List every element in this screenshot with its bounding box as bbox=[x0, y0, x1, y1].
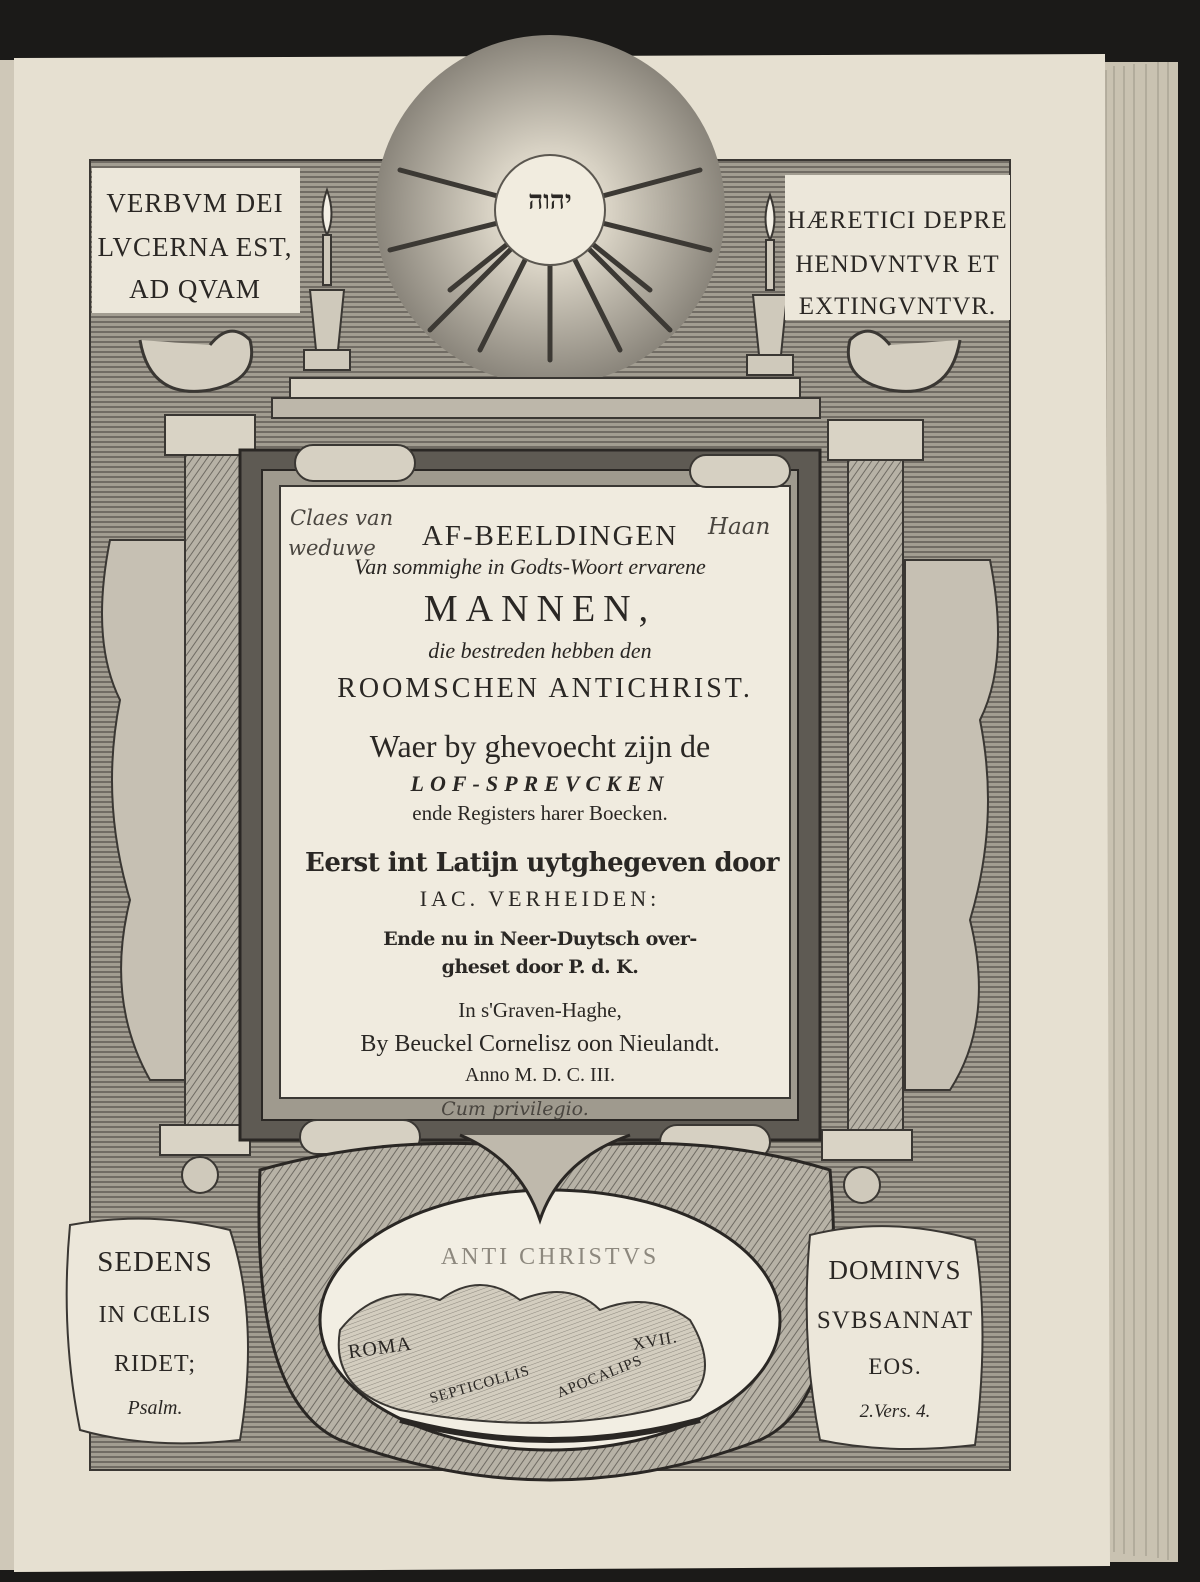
inscription-bottom-left-line-3: RIDET; bbox=[114, 1351, 196, 1377]
hill-label-xvii: XVII. bbox=[631, 1327, 679, 1354]
handwriting-right: Haan bbox=[708, 514, 771, 540]
handwriting-left-1: Claes van bbox=[290, 506, 394, 530]
handwriting-left-2: weduwe bbox=[288, 536, 376, 560]
inscription-bottom-left-line-2: IN CŒLIS bbox=[98, 1302, 212, 1328]
inscription-top-right-line-1: HÆRETICI DEPRE bbox=[787, 207, 1008, 234]
title-line-4: die bestreden hebben den bbox=[428, 638, 652, 663]
emblem-banner: ANTI CHRISTVS bbox=[440, 1244, 660, 1270]
inscription-top-right-line-2: HENDVNTVR ET bbox=[795, 251, 1000, 278]
frame-scroll-right bbox=[690, 455, 790, 487]
hill-label-apocalips: APOCALIPS bbox=[554, 1352, 645, 1402]
title-line-8: ende Registers harer Boecken. bbox=[412, 801, 668, 825]
handwriting-cum-privilegio: Cum privilegio. bbox=[441, 1098, 589, 1120]
inscription-bottom-right-line-1: DOMINVS bbox=[828, 1255, 962, 1285]
dragon-emblem bbox=[259, 1135, 834, 1480]
title-line-10: IAC. VERHEIDEN: bbox=[419, 886, 661, 911]
hill-label-roma: ROMA bbox=[346, 1332, 414, 1364]
hill-label-septicollis: SEPTICOLLIS bbox=[427, 1363, 532, 1407]
title-line-2: Van sommighe in Godts-Woort ervarene bbox=[354, 554, 706, 579]
inscription-top-left-line-1: VERBVM DEI bbox=[106, 188, 284, 218]
title-line-5: ROOMSCHEN ANTICHRIST. bbox=[337, 673, 753, 704]
title-line-3: MANNEN, bbox=[423, 588, 657, 630]
inscription-top-right-line-3: EXTINGVNTVR. bbox=[798, 293, 997, 320]
title-line-6: Waer by ghevoecht zijn de bbox=[369, 728, 711, 764]
inscription-bottom-left-line-1: SEDENS bbox=[97, 1246, 213, 1278]
sun-inscription: יהוה bbox=[528, 186, 572, 215]
page-edge-stack bbox=[1098, 62, 1178, 1562]
title-line-12: gheset door P. d. K. bbox=[441, 956, 639, 978]
title-line-9: Eerst int Latijn uytghegeven door bbox=[305, 848, 780, 878]
top-cornice bbox=[290, 378, 800, 400]
inscription-top-left-line-3: AD QVAM bbox=[129, 274, 261, 304]
title-line-7: LOF-SPREVCKEN bbox=[410, 771, 670, 796]
inscription-bottom-right-line-2: SVBSANNAT bbox=[816, 1307, 974, 1334]
title-line-1: AF-BEELDINGEN bbox=[421, 520, 679, 552]
inscription-top-left-line-2: LVCERNA EST, bbox=[97, 232, 293, 262]
title-line-13: In s'Graven-Haghe, bbox=[458, 998, 622, 1022]
inscription-bottom-right-line-3: EOS. bbox=[868, 1354, 922, 1379]
title-line-15: Anno M. D. C. III. bbox=[465, 1064, 615, 1086]
title-line-14: By Beuckel Cornelisz oon Nieulandt. bbox=[360, 1031, 720, 1057]
inscription-bottom-right-line-4: 2.Vers. 4. bbox=[859, 1401, 931, 1422]
inscription-bottom-left-line-4: Psalm. bbox=[127, 1397, 183, 1419]
title-line-11: Ende nu in Neer-Duytsch over- bbox=[383, 928, 697, 950]
frame-scroll-left bbox=[295, 445, 415, 481]
